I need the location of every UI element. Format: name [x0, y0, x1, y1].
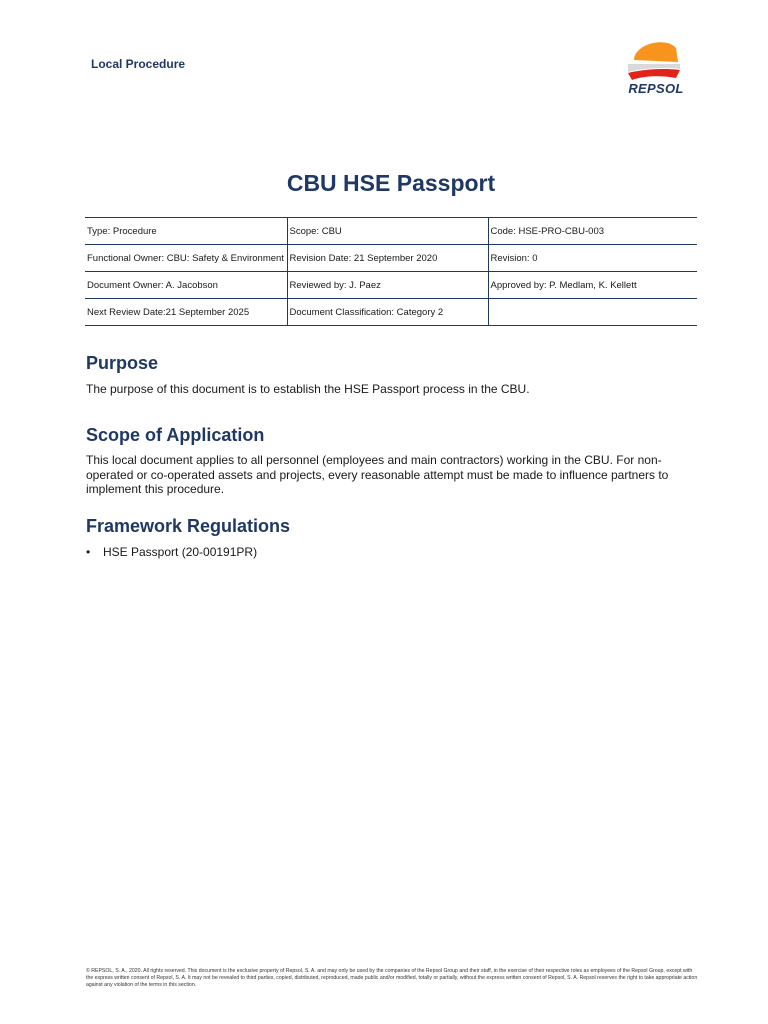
- copyright-footer: © REPSOL, S. A., 2020. All rights reserved. This document is the exclusive property of Repsol, S. A. and may only be used by the companies of the Repsol Group and their staff, in the exercise of their respective roles as employees of the Repsol Group, except with the express written consent of Repsol, S. A. It may not be revealed to third parties, copied, distributed, reproduced, made public and/or modified, totally or partially, without the express written consent of Repsol, S. A. Repsol reserves the right to take appropriate action against any violation of the terms in this section.: [86, 968, 698, 988]
- scope-heading: Scope of Application: [86, 425, 265, 445]
- table-row: [85, 245, 697, 272]
- classification-cell: Document Classification: Category 2: [287, 299, 488, 326]
- bullet-icon: •: [86, 545, 91, 559]
- table-row: [85, 299, 697, 326]
- document-type-label: Local Procedure: [91, 57, 186, 71]
- repsol-logo-text: REPSOL: [628, 81, 684, 96]
- list-item: [86, 545, 257, 559]
- repsol-logo: [620, 38, 696, 98]
- repsol-logo-mark-icon: [620, 38, 692, 80]
- next-review-date-cell: Next Review Date:21 September 2025: [85, 299, 287, 326]
- reviewed-by-cell: Reviewed by: J. Paez: [287, 272, 488, 299]
- table-row: [85, 272, 697, 299]
- scope-cell: Scope: CBU: [287, 218, 488, 245]
- revision-cell: Revision: 0: [488, 245, 697, 272]
- code-cell: Code: HSE-PRO-CBU-003: [488, 218, 697, 245]
- purpose-text: The purpose of this document is to establish the HSE Passport process in the CBU.: [86, 382, 530, 396]
- document-title: CBU HSE Passport: [286, 170, 496, 196]
- empty-cell: [488, 299, 697, 326]
- regulation-link-text: HSE Passport (20-00191PR): [103, 545, 258, 559]
- approved-by-cell: Approved by: P. Medlam, K. Kellett: [488, 272, 697, 299]
- scope-text: This local document applies to all personnel (employees and main contractors) working in the CBU. For non-operated or co-operated assets and projects, every reasonable attempt must be made to influence partners to implement this procedure.: [86, 453, 669, 496]
- type-cell: Type: Procedure: [85, 218, 287, 245]
- table-row: [85, 218, 697, 245]
- framework-heading: Framework Regulations: [86, 516, 291, 536]
- document-owner-cell: Document Owner: A. Jacobson: [85, 272, 287, 299]
- purpose-heading: Purpose: [86, 353, 159, 373]
- document-metadata-table: [85, 217, 697, 326]
- functional-owner-cell: Functional Owner: CBU: Safety & Environment: [85, 245, 287, 272]
- revision-date-cell: Revision Date: 21 September 2020: [287, 245, 488, 272]
